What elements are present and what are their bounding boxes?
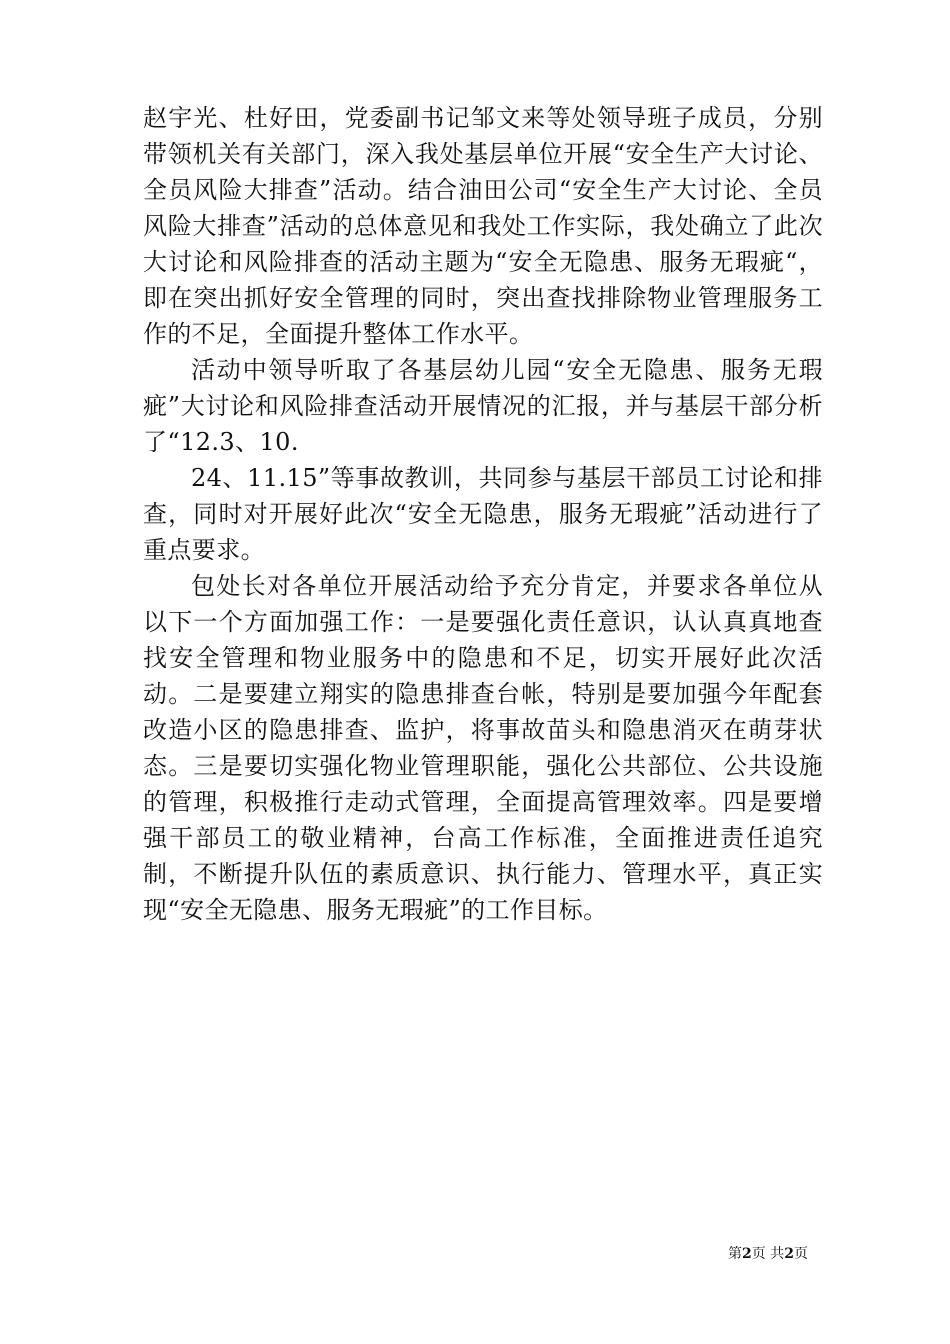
footer-middle: 页 共 — [751, 1246, 785, 1262]
current-page-number: 2 — [742, 1246, 752, 1262]
total-page-number: 2 — [784, 1246, 794, 1262]
page-footer — [728, 1244, 808, 1264]
paragraph-4: 包处长对各单位开展活动给予充分肯定，并要求各单位从以下一个方面加强工作：一是要强化责任意识，认认真真地查找安全管理和物业服务中的隐患和不足，切实开展好此次活动。二是要建立翔实的隐患排查台帐，特别是要加强今年配套改造小区的隐患排查、监护，将事故苗头和隐患消灭在萌芽状态。三是要切实强化物业管理职能，强化公共部位、公共设施的管理，积极推行走动式管理，全面提高管理效率。四是要增强干部员工的敬业精神，台高工作标准，全面推进责任追究制，不断提升队伍的素质意识、执行能力、管理水平，真正实现“安全无隐患、服务无瑕疵”的工作目标。 — [143, 572, 823, 924]
paragraph-3: 24、11.15”等事故教训，共同参与基层干部员工讨论和排查，同时对开展好此次“安全无隐患，服务无瑕疵”活动进行了重点要求。 — [143, 464, 823, 564]
paragraph-1: 赵宇光、杜好田，党委副书记邹文来等处领导班子成员，分别带领机关有关部门，深入我处基层单位开展“安全生产大讨论、全员风险大排查”活动。结合油田公司“安全生产大讨论、全员风险大排查”活动的总体意见和我处工作实际，我处确立了此次大讨论和风险排查的活动主题为“安全无隐患、服务无瑕疵“，即在突出抓好安全管理的同时，突出查找排除物业管理服务工作的不足，全面提升整体工作水平。 — [143, 104, 823, 348]
footer-suffix: 页 — [794, 1246, 808, 1262]
paragraph-2: 活动中领导听取了各基层幼儿园“安全无隐患、服务无瑕疵”大讨论和风险排查活动开展情况的汇报，并与基层干部分析了“12.3、10. — [143, 356, 823, 456]
document-body — [143, 100, 823, 928]
footer-prefix: 第 — [728, 1246, 743, 1262]
